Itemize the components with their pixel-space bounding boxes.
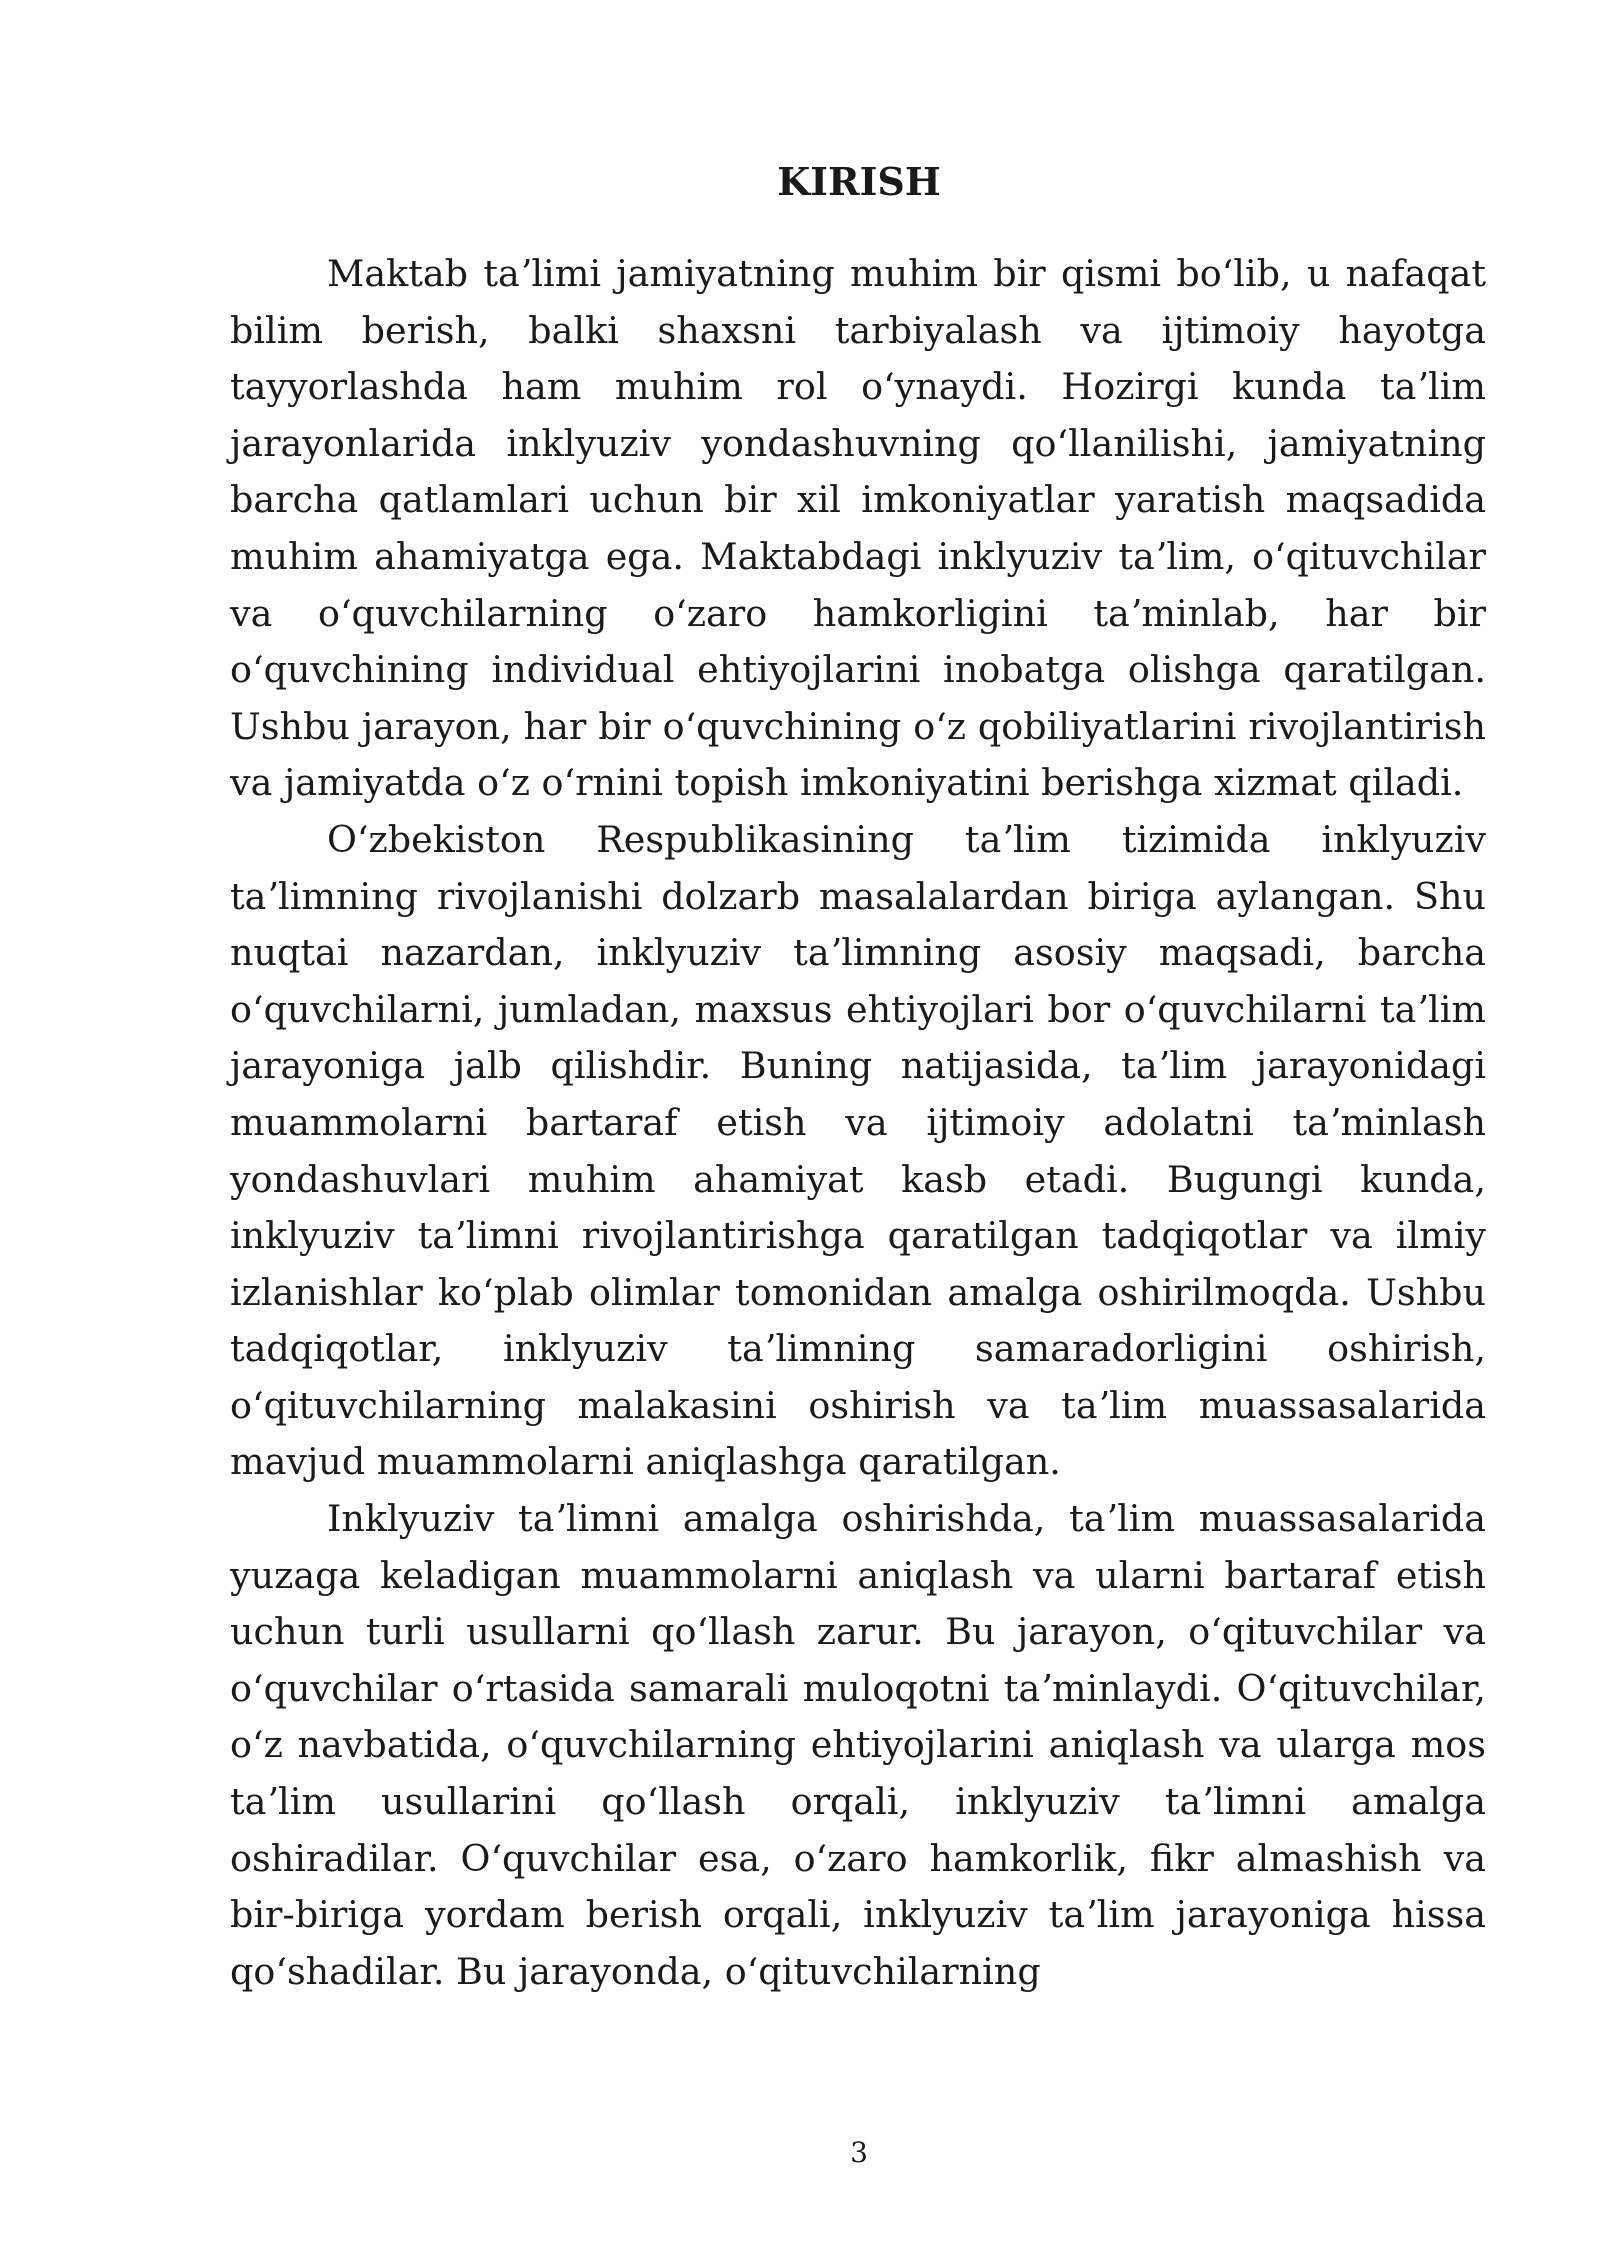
- page-number: 3: [850, 2136, 868, 2169]
- paragraph-1: Maktab taʼlimi jamiyatning muhim bir qismi boʻlib, u nafaqat bilim berish, balki shaxsni tarbiyalash va ijtimoiy hayotga tayyorlashda ham muhim rol oʻynaydi. Hozirgi kunda taʼlim jarayonlarida inklyuziv yondashuvning qoʻllanilishi, jamiyatning barcha qatlamlari uchun bir xil imkoniyatlar yaratish maqsadida muhim ahamiyatga ega. Maktabdagi inklyuziv taʼlim, oʻqituvchilar va oʻquvchilarning oʻzaro hamkorligini taʼminlab, har bir oʻquvchining individual ehtiyojlarini inobatga olishga qaratilgan. Ushbu jarayon, har bir oʻquvchining oʻz qobiliyatlarini rivojlantirish va jamiyatda oʻz oʻrnini topish imkoniyatini berishga xizmat qiladi.: [230, 252, 1486, 805]
- paragraph-2: Oʻzbekiston Respublikasining taʼlim tizimida inklyuziv taʼlimning rivojlanishi dolzarb masalalardan biriga aylangan. Shu nuqtai nazardan, inklyuziv taʼlimning asosiy maqsadi, barcha oʻquvchilarni, jumladan, maxsus ehtiyojlari bor oʻquvchilarni taʼlim jarayoniga jalb qilishdir. Buning natijasida, taʼlim jarayonidagi muammolarni bartaraf etish va ijtimoiy adolatni taʼminlash yondashuvlari muhim ahamiyat kasb etadi. Bugungi kunda, inklyuziv taʼlimni rivojlantirishga qaratilgan tadqiqotlar va ilmiy izlanishlar koʻplab olimlar tomonidan amalga oshirilmoqda. Ushbu tadqiqotlar, inklyuziv taʼlimning samaradorligini oshirish, oʻqituvchilarning malakasini oshirish va taʼlim muassasalarida mavjud muammolarni aniqlashga qaratilgan.: [230, 817, 1486, 1484]
- page-title: KIRISH: [777, 159, 941, 204]
- paragraph-3: Inklyuziv taʼlimni amalga oshirishda, taʼlim muassasalarida yuzaga keladigan muammolarni aniqlash va ularni bartaraf etish uchun turli usullarni qoʻllash zarur. Bu jarayon, oʻqituvchilar va oʻquvchilar oʻrtasida samarali muloqotni taʼminlaydi. Oʻqituvchilar, oʻz navbatida, oʻquvchilarning ehtiyojlarini aniqlash va ularga mos taʼlim usullarini qoʻllash orqali, inklyuziv taʼlimni amalga oshiradilar. Oʻquvchilar esa, oʻzaro hamkorlik, fikr almashish va bir-biriga yordam berish orqali, inklyuziv taʼlim jarayoniga hissa qoʻshadilar. Bu jarayonda, oʻqituvchilarning: [230, 1497, 1486, 1993]
- body-text: [230, 246, 1486, 2000]
